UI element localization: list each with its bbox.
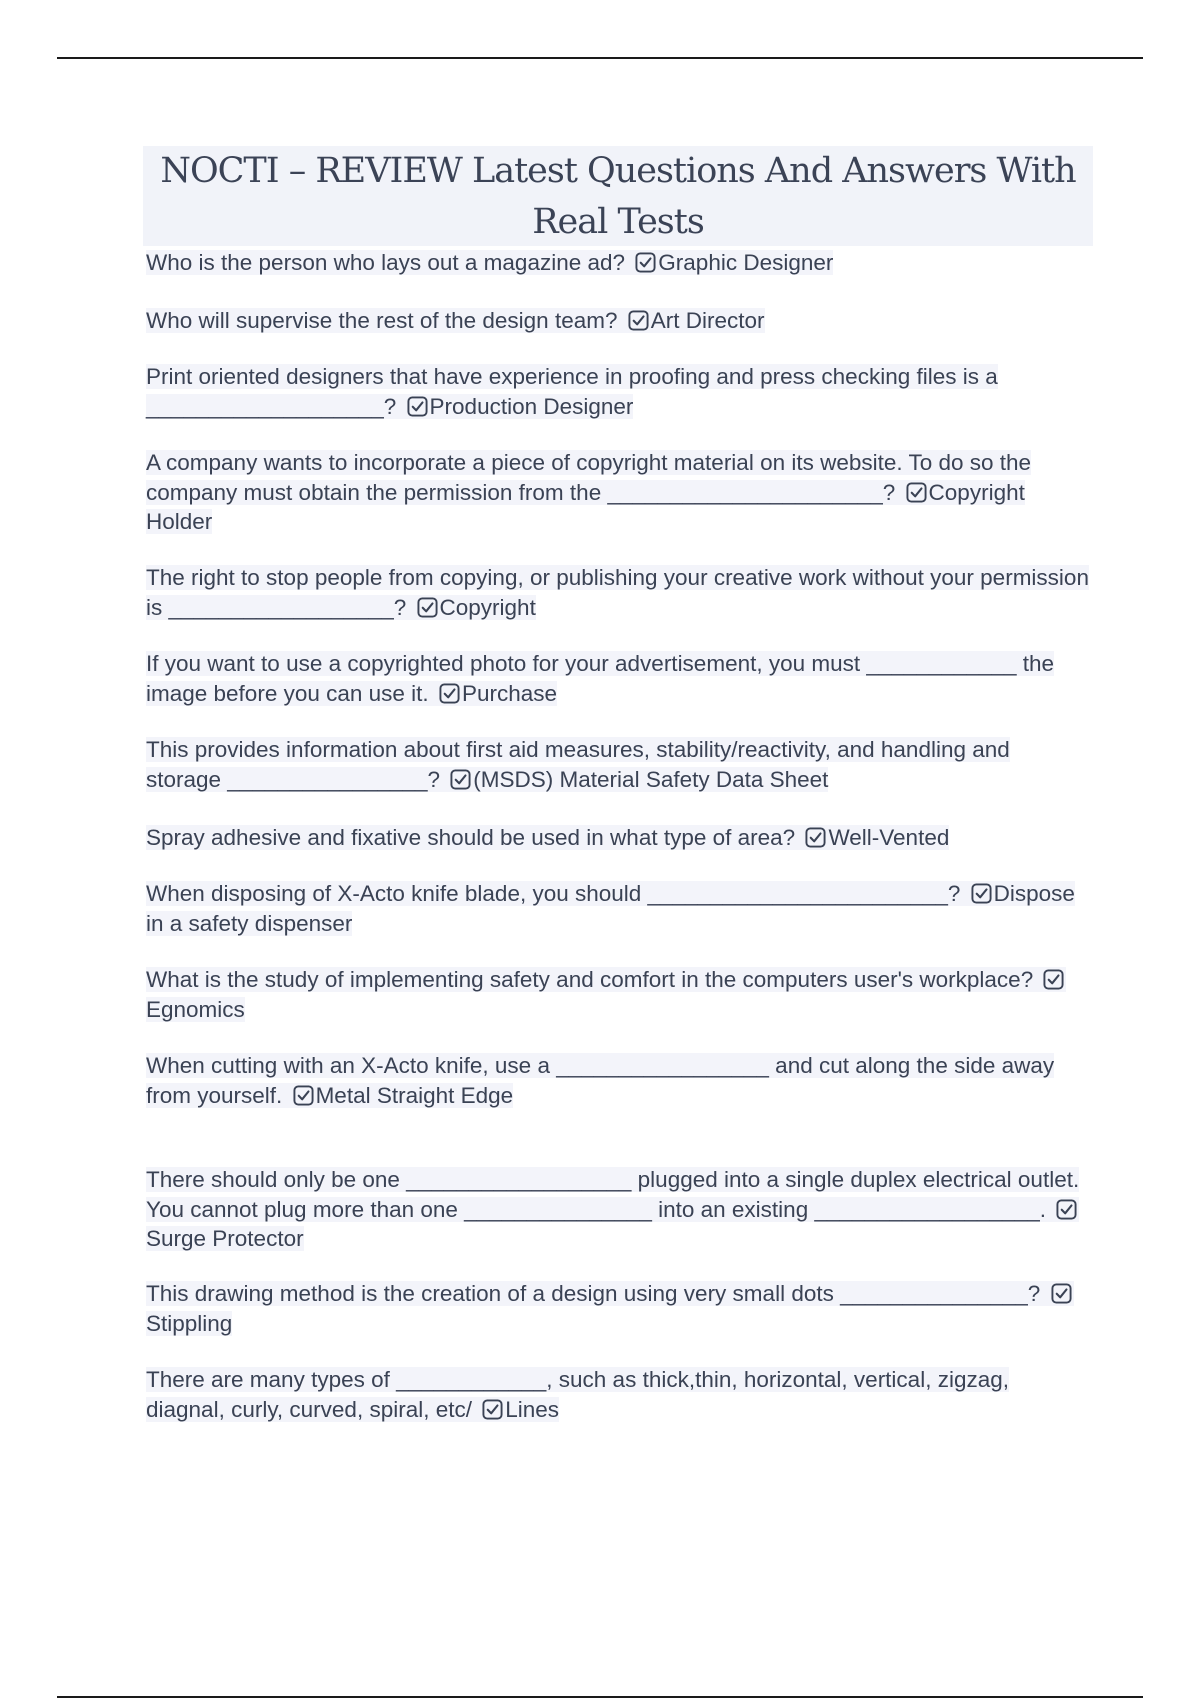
qa-text [146, 737, 1010, 792]
qa-text [146, 364, 998, 419]
answer-text: Stippling [146, 1310, 233, 1336]
qa-text [146, 1367, 1009, 1422]
checkbox-checked-icon [906, 482, 927, 503]
question-text: The right to stop people from copying, or publishing your creative work without your permission is __________________? [146, 565, 1089, 620]
qa-item [146, 735, 1091, 794]
checkbox-checked-icon [628, 310, 649, 331]
answer-text: Copyright [439, 594, 536, 620]
footer-rule [57, 1696, 1143, 1698]
header-rule [57, 57, 1143, 59]
qa-text [146, 1053, 1054, 1108]
answer-text: Egnomics [146, 996, 245, 1022]
qa-item [146, 1279, 1091, 1338]
question-text: There should only be one __________________ plugged into a single duplex electrical outlet. You cannot plug more than one _______________ into an existing __________________. [146, 1167, 1080, 1222]
question-text: If you want to use a copyrighted photo for your advertisement, you must ____________ the image before you can use it. [146, 651, 1055, 706]
answer-text: Purchase [461, 680, 557, 706]
answer-text: Well-Vented [828, 825, 950, 850]
qa-text [146, 651, 1054, 706]
qa-item [146, 362, 1091, 421]
answer-text: Dispose in a safety dispenser [146, 881, 1075, 936]
checkbox-checked-icon [482, 1399, 503, 1420]
qa-item [146, 965, 1091, 1024]
question-text: There are many types of ____________, such as thick,thin, horizontal, vertical, zigzag, diagnal, curly, curved, spiral, etc/ [146, 1367, 1009, 1422]
qa-text [146, 1167, 1079, 1251]
qa-item [146, 306, 1091, 336]
checkbox-checked-icon [293, 1085, 314, 1106]
question-text: This drawing method is the creation of a design using very small dots _______________? [146, 1281, 1041, 1306]
question-text: Print oriented designers that have experience in proofing and press checking files is a ___________________? [146, 364, 998, 419]
answer-text: (MSDS) Material Safety Data Sheet [473, 766, 829, 792]
question-text: What is the study of implementing safety and comfort in the computers user's workplace? [146, 967, 1034, 992]
answer-text: Lines [505, 1396, 560, 1422]
qa-item [146, 563, 1091, 622]
document-title: NOCTI – REVIEW Latest Questions And Answers With Real Tests [160, 151, 1076, 242]
qa-item [146, 649, 1091, 708]
answer-text: Metal Straight Edge [315, 1082, 514, 1108]
question-text: Who is the person who lays out a magazine ad? [146, 250, 626, 275]
qa-item [146, 248, 1091, 278]
checkbox-checked-icon [1056, 1199, 1077, 1220]
answer-text: Production Designer [429, 393, 634, 419]
checkbox-checked-icon [1043, 969, 1064, 990]
qa-item [146, 879, 1091, 938]
qa-text [146, 308, 765, 333]
question-text: Who will supervise the rest of the design team? [146, 308, 618, 333]
qa-text [146, 450, 1031, 534]
question-text: Spray adhesive and fixative should be used in what type of area? [146, 825, 796, 850]
question-text: This provides information about first aid measures, stability/reactivity, and handling and storage ________________? [146, 737, 1010, 792]
answer-text: Graphic Designer [658, 250, 834, 275]
qa-item [146, 1051, 1091, 1110]
answer-text: Art Director [650, 308, 765, 333]
qa-item [146, 448, 1091, 537]
checkbox-checked-icon [805, 827, 826, 848]
question-text: When cutting with an X-Acto knife, use a _________________ and cut along the side away from yourself. [146, 1053, 1055, 1108]
checkbox-checked-icon [635, 252, 656, 273]
answer-text: Copyright Holder [146, 479, 1025, 534]
qa-item [146, 823, 1091, 853]
checkbox-checked-icon [407, 396, 428, 417]
checkbox-checked-icon [1051, 1283, 1072, 1304]
qa-item [146, 1365, 1091, 1424]
qa-text [146, 250, 833, 275]
answer-text: Surge Protector [146, 1226, 304, 1251]
qa-text [146, 1281, 1074, 1336]
qa-text [146, 881, 1075, 936]
qa-text [146, 565, 1089, 620]
checkbox-checked-icon [417, 597, 438, 618]
qa-item [146, 1165, 1091, 1254]
checkbox-checked-icon [439, 683, 460, 704]
qa-text [146, 967, 1066, 1022]
question-text: When disposing of X-Acto knife blade, you should ________________________? [146, 881, 961, 906]
question-text: A company wants to incorporate a piece of copyright material on its website. To do so the company must obtain the permission from the ______________________? [146, 450, 1032, 505]
checkbox-checked-icon [450, 769, 471, 790]
checkbox-checked-icon [971, 883, 992, 904]
qa-text [146, 825, 949, 850]
